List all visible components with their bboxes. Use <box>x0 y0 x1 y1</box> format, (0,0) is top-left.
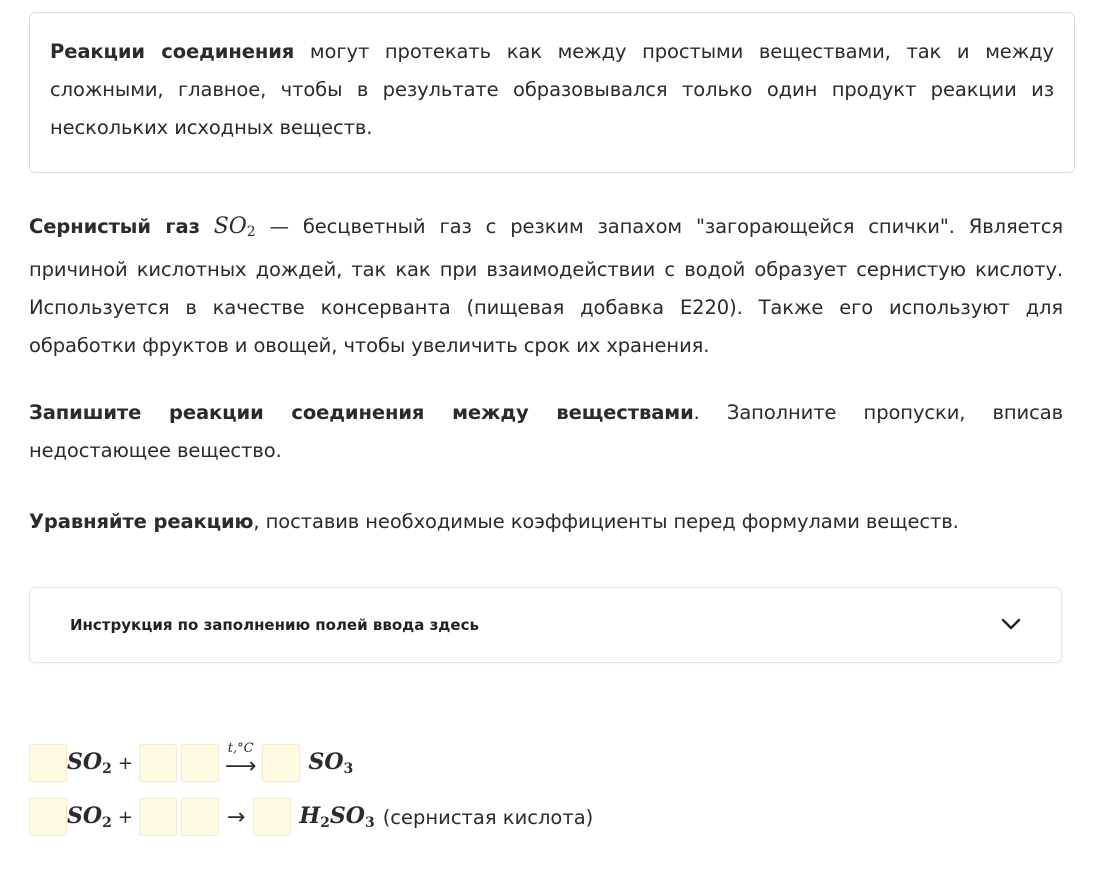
plus-sign: + <box>117 806 133 828</box>
reaction-arrow <box>225 742 257 778</box>
coefficient-input[interactable] <box>262 744 300 782</box>
reaction-arrow: → <box>226 805 246 830</box>
so2-term: Сернистый газ <box>29 215 200 238</box>
arrow-glyph: ⟶ <box>224 754 257 779</box>
definition-note <box>29 12 1075 173</box>
plus-sign: + <box>117 752 133 774</box>
coefficient-input[interactable] <box>29 744 67 782</box>
instructions-accordion[interactable] <box>29 587 1062 663</box>
reactant-formula: $SO_2$ <box>67 803 112 831</box>
reactant-formula: $SO_2$ <box>67 749 112 777</box>
equation-1 <box>29 743 353 783</box>
coefficient-input[interactable] <box>253 798 291 836</box>
instructions-label: Инструкция по заполнению полей ввода здесь <box>70 616 479 634</box>
product-formula: $SO_3$ <box>308 749 354 777</box>
chevron-down-icon[interactable] <box>999 612 1023 636</box>
definition-term: Реакции соединения <box>50 40 295 63</box>
substance-input[interactable] <box>181 744 219 782</box>
so2-description: Сернистый газ $SO_2$ — бесцветный газ с резким запахом "загорающейся спички". Является причиной кислотных дождей, так как при взаимодействии с водой образует сернистую кислоту. Используется в качестве консерванта (пищевая добавка Е220). Также его используют для обработки фруктов и овощей, чтобы увеличить срок их хранения. <box>29 214 1063 357</box>
so2-formula: $SO_2$ <box>213 214 256 240</box>
task-write-reactions: Запишите реакции соединения между веществами. Заполните пропуски, вписав недостающее вещество. <box>29 401 1063 462</box>
definition-text: Реакции соединения могут протекать как между простыми веществами, так и между сложными, главное, чтобы в результате образовывался только один продукт реакции из нескольких исходных веществ. <box>50 40 1054 139</box>
equation-2 <box>29 797 593 837</box>
substance-input[interactable] <box>181 798 219 836</box>
coefficient-input[interactable] <box>139 798 177 836</box>
arrow-condition: t,°C <box>227 741 254 756</box>
product-formula: $H_2SO_3$ <box>299 803 375 831</box>
coefficient-input[interactable] <box>29 798 67 836</box>
coefficient-input[interactable] <box>139 744 177 782</box>
product-name: (сернистая кислота) <box>382 805 594 829</box>
task-balance: Уравняйте реакцию, поставив необходимые коэффициенты перед формулами веществ. <box>29 510 959 533</box>
